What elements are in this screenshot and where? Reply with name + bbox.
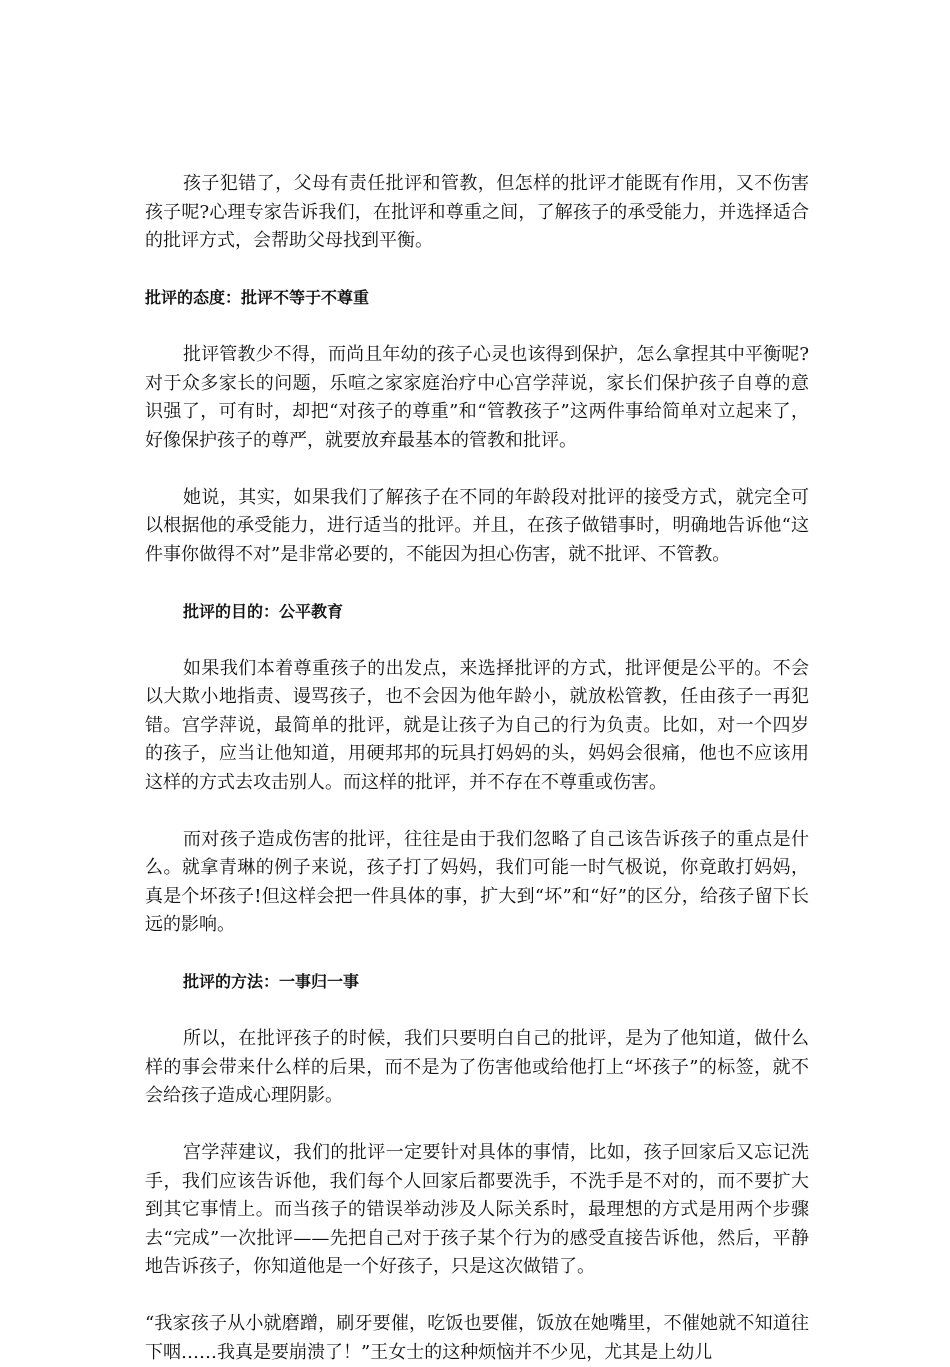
body-paragraph-1: 批评管教少不得，而尚且年幼的孩子心灵也该得到保护，怎么拿捏其中平衡呢?对于众多家长的问题，乐喧之家家庭治疗中心宫学萍说，家长们保护孩子自尊的意识强了，可有时，却把“对孩子的尊重”和“管教孩子”这两件事给简单对立起来了，好像保护孩子的尊严，就要放弃最基本的管教和批评。 (145, 344, 809, 451)
body-paragraph-4: 而对孩子造成伤害的批评，往往是由于我们忽略了自己该告诉孩子的重点是什么。就拿青琳的例子来说，孩子打了妈妈，我们可能一时气极说，你竟敢打妈妈，真是个坏孩子!但这样会把一件具体的事，扩大到“坏”和“好”的区分，给孩子留下长远的影响。 (145, 828, 809, 935)
section-heading-method: 批评的方法：一事归一事 (183, 972, 360, 991)
paragraph-gap (145, 256, 809, 285)
body-paragraph-2: 她说，其实，如果我们了解孩子在不同的年龄段对批评的接受方式，就完全可以根据他的承受能力，进行适当的批评。并且，在孩子做错事时，明确地告诉他“这件事你做得不对”是非常必要的，不能因为担心伤害，就不批评、不管教。 (145, 486, 809, 565)
paragraph-gap (145, 1282, 809, 1311)
section-heading-purpose: 批评的目的：公平教育 (183, 601, 344, 621)
section-heading-attitude: 批评的态度：批评不等于不尊重 (145, 288, 370, 307)
paragraph-gap (145, 1111, 809, 1140)
paragraph-gap (145, 455, 809, 484)
intro-paragraph: 孩子犯错了，父母有责任批评和管教，但怎样的批评才能既有作用，又不伤害孩子呢?心理专家告诉我们，在批评和尊重之间，了解孩子的承受能力，并选择适合的批评方式，会帮助父母找到平衡。 (145, 173, 809, 251)
body-paragraph-7: “我家孩子从小就磨蹭，刷牙要催，吃饭也要催，饭放在她嘴里，不催她就不知道往下咽……我真是要崩溃了！”王女士的这种烦恼并不少见，尤其是上幼儿 (145, 1313, 809, 1363)
body-paragraph-3: 如果我们本着尊重孩子的出发点，来选择批评的方式，批评便是公平的。不会以大欺小地指责、谩骂孩子，也不会因为他年龄小，就放松管教，任由孩子一再犯错。宫学萍说，最简单的批评，就是让孩子为自己的行为负责。比如，对一个四岁的孩子，应当让他知道，用硬邦邦的玩具打妈妈的头，妈妈会很痛，他也不应该用这样的方式去攻击别人。而这样的批评，并不存在不尊重或伤害。 (145, 657, 809, 793)
body-paragraph-6: 宫学萍建议，我们的批评一定要针对具体的事情，比如，孩子回家后又忘记洗手，我们应该告诉他，我们每个人回家后都要洗手，不洗手是不对的，而不要扩大到其它事情上。而当孩子的错误举动涉及人际关系时，最理想的方式是用两个步骤去“完成”一次批评——先把自己对于孩子某个行为的感受直接告诉他，然后，平静地告诉孩子，你知道他是一个好孩子，只是这次做错了。 (145, 1142, 809, 1277)
body-paragraph-5: 所以，在批评孩子的时候，我们只要明白自己的批评，是为了他知道，做什么样的事会带来什么样的后果，而不是为了伤害他或给他打上“坏孩子”的标签，就不会给孩子造成心理阴影。 (145, 1028, 809, 1106)
paragraph-gap (145, 313, 809, 342)
paragraph-gap (145, 569, 809, 598)
paragraph-gap (145, 626, 809, 655)
paragraph-gap (145, 797, 809, 826)
document-page (145, 170, 809, 1367)
paragraph-gap (145, 940, 809, 969)
paragraph-gap (145, 997, 809, 1026)
